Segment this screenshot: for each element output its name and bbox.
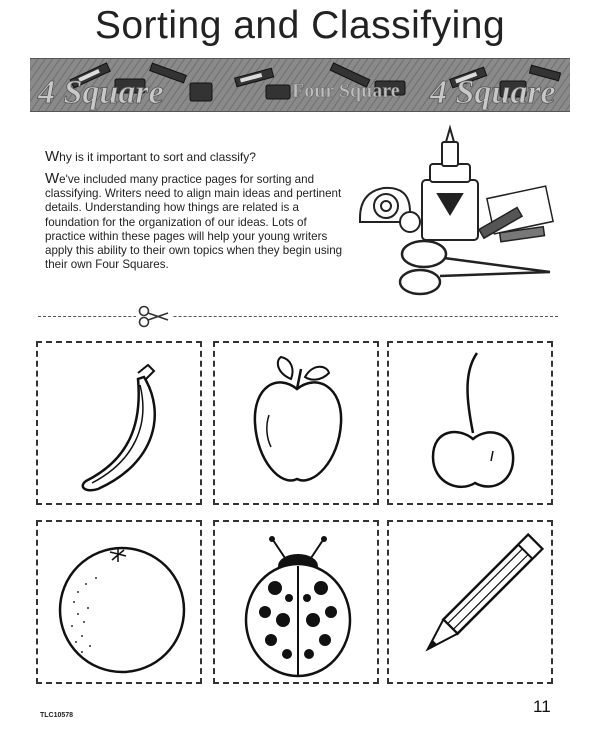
banana-icon <box>38 343 204 507</box>
scissors-icon <box>400 241 550 294</box>
decorative-banner <box>30 58 570 112</box>
question-text: Why is it important to sort and classify? <box>45 148 256 165</box>
page-number: 11 <box>533 697 551 716</box>
card-pencil[interactable] <box>387 520 553 684</box>
page-title: Sorting and Classifying <box>94 4 506 47</box>
school-supplies-illustration <box>350 122 570 302</box>
orange-icon <box>38 522 204 686</box>
banner-art-icon <box>30 59 570 111</box>
card-ladybug[interactable] <box>213 520 379 684</box>
svg-text:4 Square: 4 Square <box>430 74 556 111</box>
card-apple[interactable] <box>213 341 379 505</box>
card-orange[interactable] <box>36 520 202 684</box>
svg-text:4 Square: 4 Square <box>38 74 164 111</box>
pencil-icon <box>389 522 555 686</box>
apple-icon <box>215 343 381 507</box>
card-cherry[interactable] <box>387 341 553 505</box>
crayons-icon <box>479 186 553 242</box>
ladybug-icon <box>215 522 381 686</box>
card-banana[interactable] <box>36 341 202 505</box>
footer-code: TLC10578 <box>40 712 74 719</box>
tape-dispenser-icon <box>360 188 420 232</box>
svg-text:Four Square: Four Square <box>292 80 400 102</box>
glue-bottle-icon <box>422 128 478 240</box>
cherry-icon <box>389 343 555 507</box>
intro-paragraph: We've included many practice pages for sorting and classifying. Writers need to align main ideas and pertinent details. Understanding how things are related is a foundation for the organization of our ideas. Lots of practice within these pages will help your young writers apply this ability to their own topics when they begin using their own Four Squares. <box>45 170 343 272</box>
cut-line <box>38 316 558 318</box>
small-scissors-icon <box>136 304 172 328</box>
